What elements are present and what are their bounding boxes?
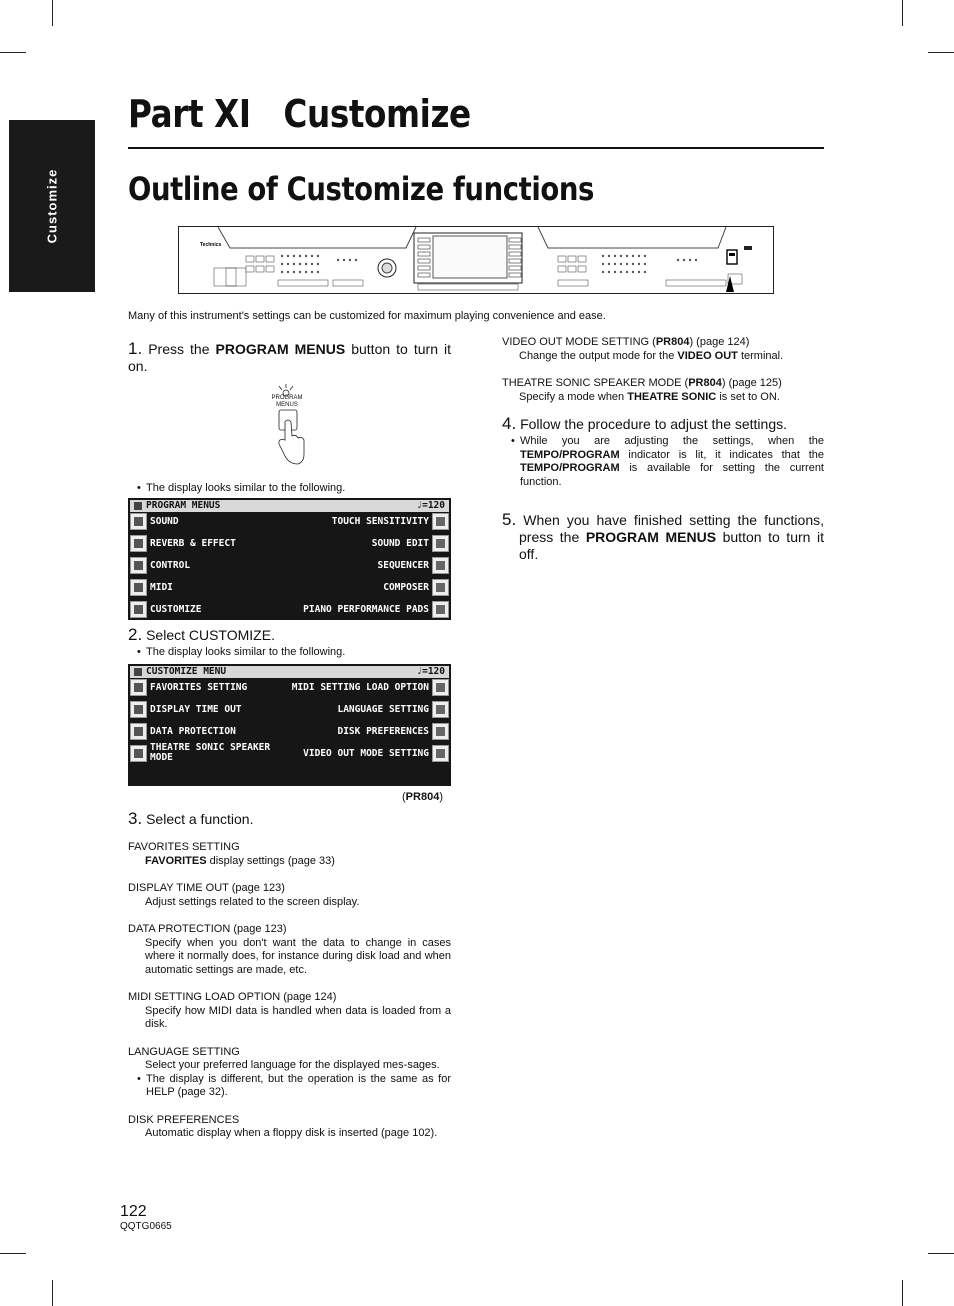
title-rule — [128, 147, 824, 149]
menu-item-sequencer[interactable]: SEQUENCER — [377, 560, 429, 571]
menu-item-data-protection[interactable]: DATA PROTECTION — [150, 726, 236, 737]
menu-item-piano-performance-pads[interactable]: PIANO PERFORMANCE PADS — [303, 604, 429, 615]
step-1-number: 1. — [128, 339, 143, 358]
doc-code: QQTG0665 — [120, 1221, 172, 1232]
menus-label: MENUS — [276, 402, 298, 408]
reverb-icon — [130, 535, 147, 552]
composer-icon — [432, 579, 449, 596]
step-1-text: Press the — [148, 341, 216, 357]
crop-mark — [52, 0, 53, 26]
menu-row[interactable] — [128, 722, 451, 742]
display-title-bar — [130, 500, 449, 512]
lang-desc: Select your preferred language for the displayed mes-sages. — [145, 1059, 440, 1071]
step-5-number: 5. — [502, 510, 517, 529]
right-column — [502, 336, 824, 563]
menu-row[interactable] — [128, 512, 451, 532]
piano-pads-icon — [432, 601, 449, 618]
menu-item-midi[interactable]: MIDI — [150, 582, 173, 593]
side-tab-label: Customize — [44, 168, 60, 244]
program-label: PROGRAM — [271, 395, 303, 401]
crop-mark — [928, 1253, 954, 1254]
midi-load-icon — [432, 679, 449, 696]
crop-mark — [0, 52, 26, 53]
disk-icon — [432, 723, 449, 740]
section-title: Outline of Customize functions — [128, 170, 594, 208]
video-title: VIDEO OUT MODE SETTING (PR804) (page 124) — [502, 336, 750, 348]
program-menus-button-illustration — [264, 382, 312, 468]
tempo-readout: ♩=120 — [416, 500, 445, 511]
menu-icon — [134, 668, 142, 676]
crop-mark — [928, 52, 954, 53]
menu-row[interactable] — [128, 534, 451, 554]
menu-item-sound-edit[interactable]: SOUND EDIT — [371, 538, 429, 549]
step-2 — [128, 626, 451, 660]
favorites-desc: FAVORITES display settings (page 33) — [145, 854, 335, 867]
step-4 — [502, 415, 824, 433]
step-5-text-end: button to turn it off. — [519, 529, 824, 562]
crop-mark — [902, 0, 903, 26]
control-icon — [130, 557, 147, 574]
crop-mark — [0, 1253, 26, 1254]
customize-menu-display — [128, 664, 451, 786]
menu-icon — [134, 502, 142, 510]
step-5-button-name: PROGRAM MENUS — [585, 529, 717, 545]
favorites-icon — [130, 679, 147, 696]
video-desc: Change the output mode for the VIDEO OUT terminal. — [519, 349, 784, 362]
menu-item-theatre-sonic-speaker-mode[interactable]: THEATRE SONIC SPEAKER MODE — [150, 742, 271, 763]
display-title: PROGRAM MENUS — [146, 500, 221, 511]
step-3-number: 3. — [128, 809, 143, 828]
menu-item-reverb-effect[interactable]: REVERB & EFFECT — [150, 538, 236, 549]
menu-row[interactable] — [128, 744, 451, 764]
menu-item-video-out-mode-setting[interactable]: VIDEO OUT MODE SETTING — [303, 748, 429, 759]
step-4-text: Follow the procedure to adjust the settings. — [520, 416, 788, 432]
function-list — [128, 841, 451, 1141]
lang-bullet: • The display is different, but the operation is the same as for HELP (page 32). — [136, 1073, 451, 1100]
model-name: PR804 — [405, 791, 440, 803]
midi-title: MIDI SETTING LOAD OPTION (page 124) — [128, 991, 337, 1003]
midi-icon — [130, 579, 147, 596]
touch-sensitivity-icon — [432, 513, 449, 530]
left-column — [128, 340, 451, 375]
step-1-button-name: PROGRAM MENUS — [215, 341, 346, 357]
step-2-number: 2. — [128, 625, 143, 644]
theatre-sonic-icon — [130, 745, 147, 762]
step-1 — [128, 340, 451, 375]
menu-item-sound[interactable]: SOUND — [150, 516, 179, 527]
menu-item-control[interactable]: CONTROL — [150, 560, 191, 571]
display-title-text: DISPLAY TIME OUT (page 123) — [128, 882, 285, 894]
step-3 — [128, 810, 451, 828]
step-1-bullet: • The display looks similar to the following. — [136, 482, 461, 496]
menu-item-touch-sensitivity[interactable]: TOUCH SENSITIVITY — [331, 516, 429, 527]
menu-item-language-setting[interactable]: LANGUAGE SETTING — [337, 704, 429, 715]
keyboard-panel-illustration — [178, 226, 774, 294]
display-time-out-icon — [130, 701, 147, 718]
step-1-text-end: button to turn it on. — [128, 341, 452, 374]
display-title: CUSTOMIZE MENU — [146, 666, 227, 677]
step-5 — [502, 511, 824, 563]
page-number: 122 — [120, 1203, 147, 1220]
menu-row[interactable] — [128, 578, 451, 598]
data-title: DATA PROTECTION (page 123) — [128, 923, 287, 935]
sound-edit-icon — [432, 535, 449, 552]
model-note: (PR804) — [402, 791, 443, 803]
step-3-text: Select a function. — [146, 811, 254, 827]
side-tab — [9, 120, 95, 292]
step-4-bullet: • While you are adjusting the settings, when the TEMPO/PROGRAM indicator is lit, it indicates that the TEMPO/PROGRAM is available for setting the current function. — [510, 435, 824, 489]
tempo-readout: ♩=120 — [416, 666, 445, 677]
display-title-bar — [130, 666, 449, 678]
step-2-bullet: • The display looks similar to the following. — [136, 646, 451, 660]
menu-item-favorites-setting[interactable]: FAVORITES SETTING — [150, 682, 248, 693]
customize-icon — [130, 601, 147, 618]
display-desc: Adjust settings related to the screen display. — [145, 895, 360, 908]
favorites-title: FAVORITES SETTING — [128, 841, 240, 853]
step-5-text: When you have finished setting the functions, press the — [519, 512, 824, 545]
part-title: Part XI Customize — [128, 92, 471, 136]
menu-row[interactable] — [128, 600, 451, 620]
menu-item-display-time-out[interactable]: DISPLAY TIME OUT — [150, 704, 242, 715]
program-menus-display — [128, 498, 451, 620]
disk-title: DISK PREFERENCES — [128, 1113, 240, 1126]
theatre-desc: Specify a mode when THEATRE SONIC is set to ON. — [519, 390, 780, 403]
theatre-title: THEATRE SONIC SPEAKER MODE (PR804) (page 125) — [502, 377, 782, 389]
menu-row[interactable] — [128, 700, 451, 720]
language-icon — [432, 701, 449, 718]
disk-desc: Automatic display when a floppy disk is inserted (page 102). — [145, 1127, 438, 1139]
sequencer-icon — [432, 557, 449, 574]
step-2-text: Select CUSTOMIZE. — [146, 627, 275, 643]
sound-icon — [130, 513, 147, 530]
video-out-icon — [432, 745, 449, 762]
step-4-number: 4. — [502, 414, 517, 433]
menu-row[interactable] — [128, 678, 451, 698]
panel-brand: Technics — [200, 242, 222, 248]
data-desc: Specify when you don't want the data to change in cases where it normally does, for instance during disk load and when automatic settings are made, etc. — [145, 936, 451, 976]
menu-item-midi-setting-load-option[interactable]: MIDI SETTING LOAD OPTION — [291, 682, 429, 693]
crop-mark — [902, 1280, 903, 1306]
menu-item-composer[interactable]: COMPOSER — [383, 582, 429, 593]
data-protection-icon — [130, 723, 147, 740]
midi-desc: Specify how MIDI data is handled when data is loaded from a disk. — [145, 1004, 451, 1030]
menu-item-customize[interactable]: CUSTOMIZE — [150, 604, 202, 615]
menu-row[interactable] — [128, 556, 451, 576]
lang-title: LANGUAGE SETTING — [128, 1045, 240, 1058]
crop-mark — [52, 1280, 53, 1306]
menu-item-disk-preferences[interactable]: DISK PREFERENCES — [337, 726, 429, 737]
intro-text: Many of this instrument's settings can be customized for maximum playing convenience and ease. — [128, 310, 606, 322]
